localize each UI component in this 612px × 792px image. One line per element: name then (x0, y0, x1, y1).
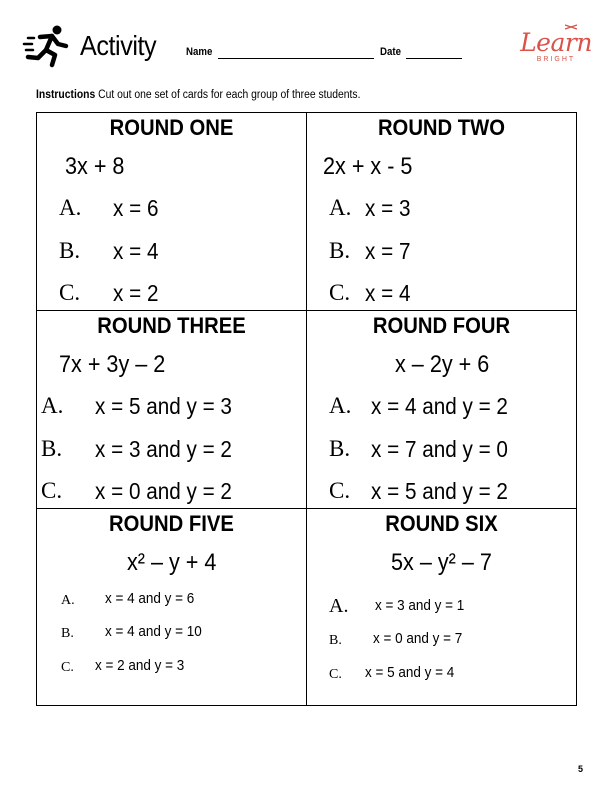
card-title: ROUND ONE (109, 115, 234, 140)
card-round-six (307, 509, 576, 705)
option-a (61, 590, 195, 609)
option-value: x = 4 (365, 280, 411, 306)
option-letter: B. (329, 238, 351, 263)
option-a (59, 195, 159, 221)
card-title: ROUND TWO (377, 115, 506, 140)
option-letter: B. (329, 633, 342, 648)
option-b (59, 238, 159, 264)
card-expression: 3x + 8 (65, 153, 125, 180)
card-title: ROUND FOUR (372, 313, 511, 338)
option-letter: C. (329, 478, 351, 503)
option-letter: A. (61, 593, 75, 608)
option-letter: A. (329, 393, 352, 418)
option-a (329, 595, 465, 618)
option-value: x = 4 and y = 10 (105, 623, 202, 640)
option-a (41, 393, 232, 419)
option-letter: B. (329, 436, 351, 461)
option-c (59, 280, 159, 306)
option-value: x = 5 and y = 4 (365, 664, 455, 681)
option-b (329, 630, 463, 649)
instructions (36, 89, 360, 101)
option-value: x = 0 and y = 7 (373, 630, 463, 647)
learn-bright-logo (518, 28, 594, 68)
option-value: x = 2 and y = 3 (95, 657, 185, 674)
option-letter: B. (61, 626, 74, 641)
option-letter: A. (41, 393, 64, 418)
card-round-three (37, 311, 306, 508)
option-letter: C. (41, 478, 63, 503)
option-value: x = 7 and y = 0 (371, 436, 508, 462)
option-value: x = 6 (113, 195, 159, 221)
graduation-cap-icon (564, 24, 578, 30)
option-b (329, 436, 508, 462)
option-letter: A. (329, 595, 349, 617)
card-expression: 7x + 3y – 2 (59, 351, 166, 378)
card-title: ROUND THREE (97, 313, 246, 338)
card-round-two (307, 113, 576, 310)
logo-word: Learn (520, 28, 592, 57)
option-value: x = 5 and y = 3 (95, 393, 232, 419)
option-value: x = 4 and y = 6 (105, 590, 195, 607)
option-value: x = 7 (365, 238, 411, 264)
card-expression: x² – y + 4 (127, 549, 217, 576)
option-letter: C. (329, 667, 342, 682)
option-a (329, 393, 508, 419)
option-value: x = 4 (113, 238, 159, 264)
option-letter: C. (61, 660, 74, 675)
option-b (61, 623, 202, 642)
option-value: x = 3 and y = 1 (375, 597, 465, 614)
option-value: x = 2 (113, 280, 159, 306)
date-label: Date (380, 46, 401, 58)
running-person-icon (22, 24, 70, 68)
activity-title: Activity (80, 30, 157, 61)
card-expression: 5x – y² – 7 (391, 549, 492, 576)
name-field-line[interactable] (218, 58, 374, 59)
option-c (329, 664, 455, 683)
option-letter: A. (59, 195, 82, 220)
option-value: x = 3 and y = 2 (95, 436, 232, 462)
card-expression: 2x + x - 5 (323, 153, 413, 180)
card-round-one (37, 113, 306, 310)
card-title: ROUND SIX (385, 511, 498, 536)
option-letter: B. (41, 436, 63, 461)
page-number: 5 (578, 764, 584, 774)
option-b (329, 238, 411, 264)
option-letter: B. (59, 238, 81, 263)
option-c (329, 280, 411, 306)
option-letter: C. (59, 280, 81, 305)
name-label: Name (186, 46, 213, 58)
worksheet-header (22, 22, 592, 72)
instructions-label: Instructions (36, 89, 96, 101)
option-value: x = 5 and y = 2 (371, 478, 508, 504)
card-round-five (37, 509, 306, 705)
date-field-line[interactable] (406, 58, 462, 59)
instructions-text: Cut out one set of cards for each group of three students. (98, 89, 361, 101)
logo-subtitle: BRIGHT (536, 56, 576, 63)
card-round-four (307, 311, 576, 508)
option-c (329, 478, 508, 504)
option-letter: C. (329, 280, 351, 305)
option-a (329, 195, 411, 221)
option-value: x = 3 (365, 195, 411, 221)
option-value: x = 4 and y = 2 (371, 393, 508, 419)
option-c (61, 657, 185, 676)
card-title: ROUND FIVE (109, 511, 234, 536)
option-b (41, 436, 232, 462)
option-letter: A. (329, 195, 352, 220)
card-grid (36, 112, 577, 706)
option-c (41, 478, 232, 504)
option-value: x = 0 and y = 2 (95, 478, 232, 504)
card-expression: x – 2y + 6 (395, 351, 490, 378)
